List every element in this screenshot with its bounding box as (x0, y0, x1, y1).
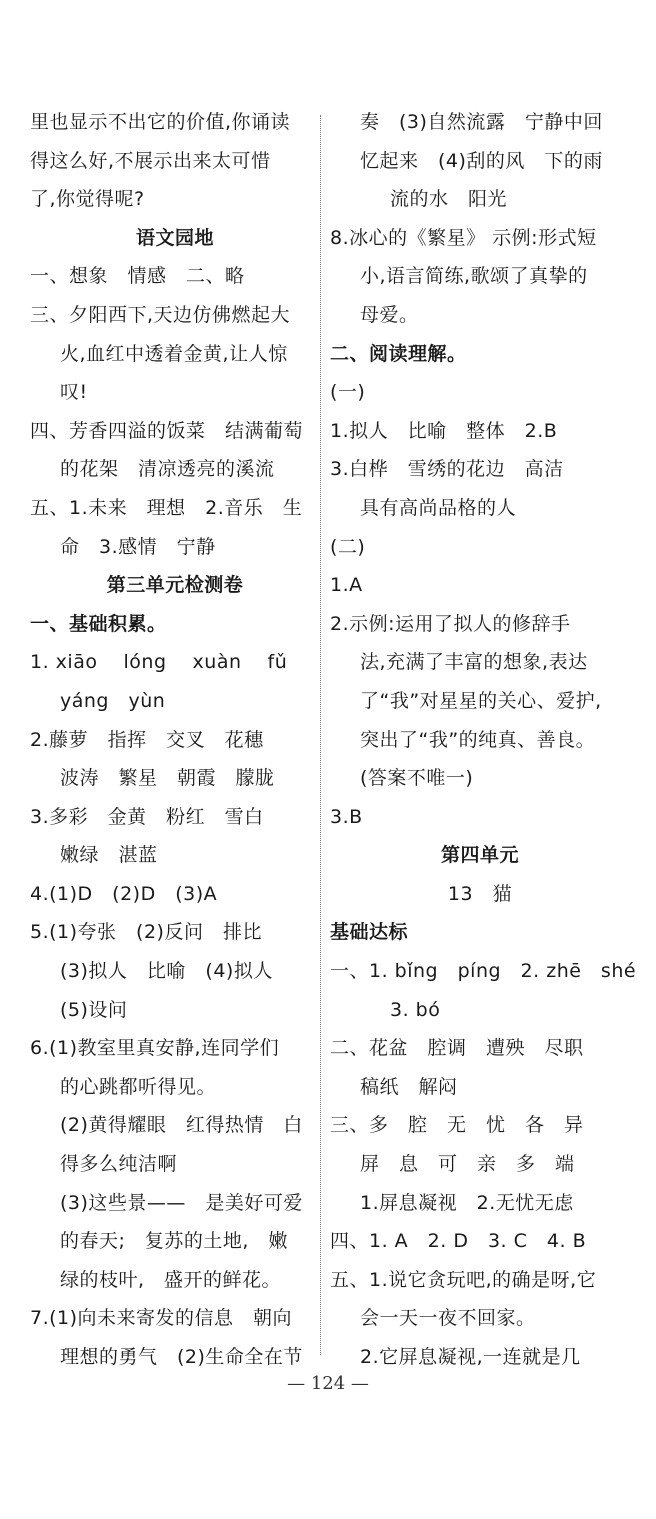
text-line: 五、1.未来 理想 2.音乐 生 (30, 496, 303, 519)
text-line: 流的水 阳光 (390, 188, 508, 211)
text-line: 3.白桦 雪绣的花边 高洁 (330, 458, 564, 481)
text-line: 里也显示不出它的价值,你诵读 (30, 111, 291, 133)
text-line: 2.藤萝 指挥 交叉 花穗 (30, 728, 264, 751)
text-line: 绿的枝叶, 盛开的鲜花。 (60, 1268, 282, 1291)
section-heading: 语文园地 (135, 226, 214, 249)
text-line: 具有高尚品格的人 (360, 496, 517, 519)
text-line: 6.(1)教室里真安静,连同学们 (30, 1037, 280, 1060)
text-line: (一) (330, 381, 366, 404)
text-line: (答案不唯一) (360, 767, 474, 790)
top-margin (200, 32, 440, 33)
text-line: 得多么纯洁啊 (60, 1153, 178, 1176)
text-line: 理想的勇气 (2)生命全在节 (60, 1346, 303, 1368)
text-line: 1. xiāo lóng xuàn fǔ (30, 651, 288, 674)
text-line: 3.多彩 金黄 粉红 雪白 (30, 805, 264, 828)
text-line: 2.它屏息凝视,一连就是几 (360, 1346, 581, 1368)
text-line: 波涛 繁星 朝霞 朦胧 (60, 767, 275, 790)
text-line: 1.拟人 比喻 整体 2.B (330, 419, 558, 442)
text-line: 母爱。 (360, 303, 419, 326)
text-line: (二) (330, 535, 366, 558)
text-line: 法,充满了丰富的想象,表达 (360, 651, 588, 674)
text-line: 8.冰心的《繁星》 示例:形式短 (330, 226, 597, 249)
text-line: 四、芳香四溢的饭菜 结满葡萄 (30, 419, 304, 442)
text-line: (3)这些景—— 是美好可爱 (60, 1191, 303, 1214)
text-line: 二、花盆 腔调 遭殃 尽职 (330, 1037, 584, 1060)
text-line: (3)拟人 比喻 (4)拟人 (60, 960, 273, 983)
text-line: 7.(1)向未来寄发的信息 朝向 (30, 1307, 293, 1330)
text-line: 三、夕阳西下,天边仿佛燃起大 (30, 303, 291, 326)
text-line: 的心跳都听得见。 (60, 1075, 217, 1098)
text-line: 1.屏息凝视 2.无忧无虑 (360, 1191, 574, 1214)
text-line: 叹! (60, 381, 88, 404)
text-line: 的花架 清凉透亮的溪流 (60, 458, 275, 481)
right-column (330, 103, 637, 1377)
text-line: 3. bó (390, 998, 441, 1021)
text-line: 忆起来 (4)刮的风 下的雨 (360, 149, 603, 172)
text-line: 小,语言简练,歌颂了真挚的 (360, 265, 588, 288)
text-line: 了“我”对星星的关心、爱护, (360, 689, 602, 712)
text-line: 4.(1)D (2)D (3)A (30, 882, 218, 905)
text-line: 稿纸 解闷 (360, 1075, 458, 1098)
text-line: 一、想象 情感 二、略 (30, 265, 245, 288)
text-line: 一、基础积累。 (30, 612, 167, 635)
text-line: 突出了“我”的纯真、善良。 (360, 728, 596, 751)
text-line: 2.示例:运用了拟人的修辞手 (330, 612, 571, 635)
text-line: 奏 (3)自然流露 宁静中回 (360, 111, 603, 133)
page-number: — 124 — (287, 1373, 369, 1394)
text-line: 四、1. A 2. D 3. C 4. B (330, 1230, 587, 1253)
text-line: 5.(1)夸张 (2)反问 排比 (30, 921, 262, 944)
text-line: 的春天; 复苏的土地, 嫩 (60, 1230, 288, 1253)
text-line: 五、1.说它贪玩吧,的确是呀,它 (330, 1268, 597, 1291)
text-line: 了,你觉得呢? (30, 188, 145, 211)
left-column (30, 103, 320, 1377)
text-line: 3.B (330, 805, 363, 828)
text-line: yáng yùn (60, 689, 166, 712)
text-line: 得这么好,不展示出来太可惜 (30, 149, 271, 172)
text-line: (5)设问 (60, 998, 128, 1021)
text-line: 二、阅读理解。 (330, 342, 467, 365)
text-line: 基础达标 (330, 921, 409, 944)
text-line: 一、1. bǐng píng 2. zhē shé (330, 960, 637, 983)
text-line: 命 3.感情 宁静 (60, 535, 216, 558)
text-line: 嫩绿 湛蓝 (60, 844, 158, 867)
text-line: (2)黄得耀眼 红得热情 白 (60, 1114, 303, 1137)
section-heading: 13 猫 (447, 882, 513, 905)
section-heading: 第四单元 (440, 844, 519, 867)
column-divider (320, 115, 321, 1355)
text-line: 会一天一夜不回家。 (360, 1307, 536, 1330)
text-line: 1.A (330, 574, 363, 597)
section-heading: 第三单元检测卷 (106, 574, 244, 597)
text-line: 屏 息 可 亲 多 端 (360, 1153, 575, 1176)
text-line: 火,血红中透着金黄,让人惊 (60, 342, 288, 365)
text-line: 三、多 腔 无 忧 各 异 (330, 1114, 584, 1137)
